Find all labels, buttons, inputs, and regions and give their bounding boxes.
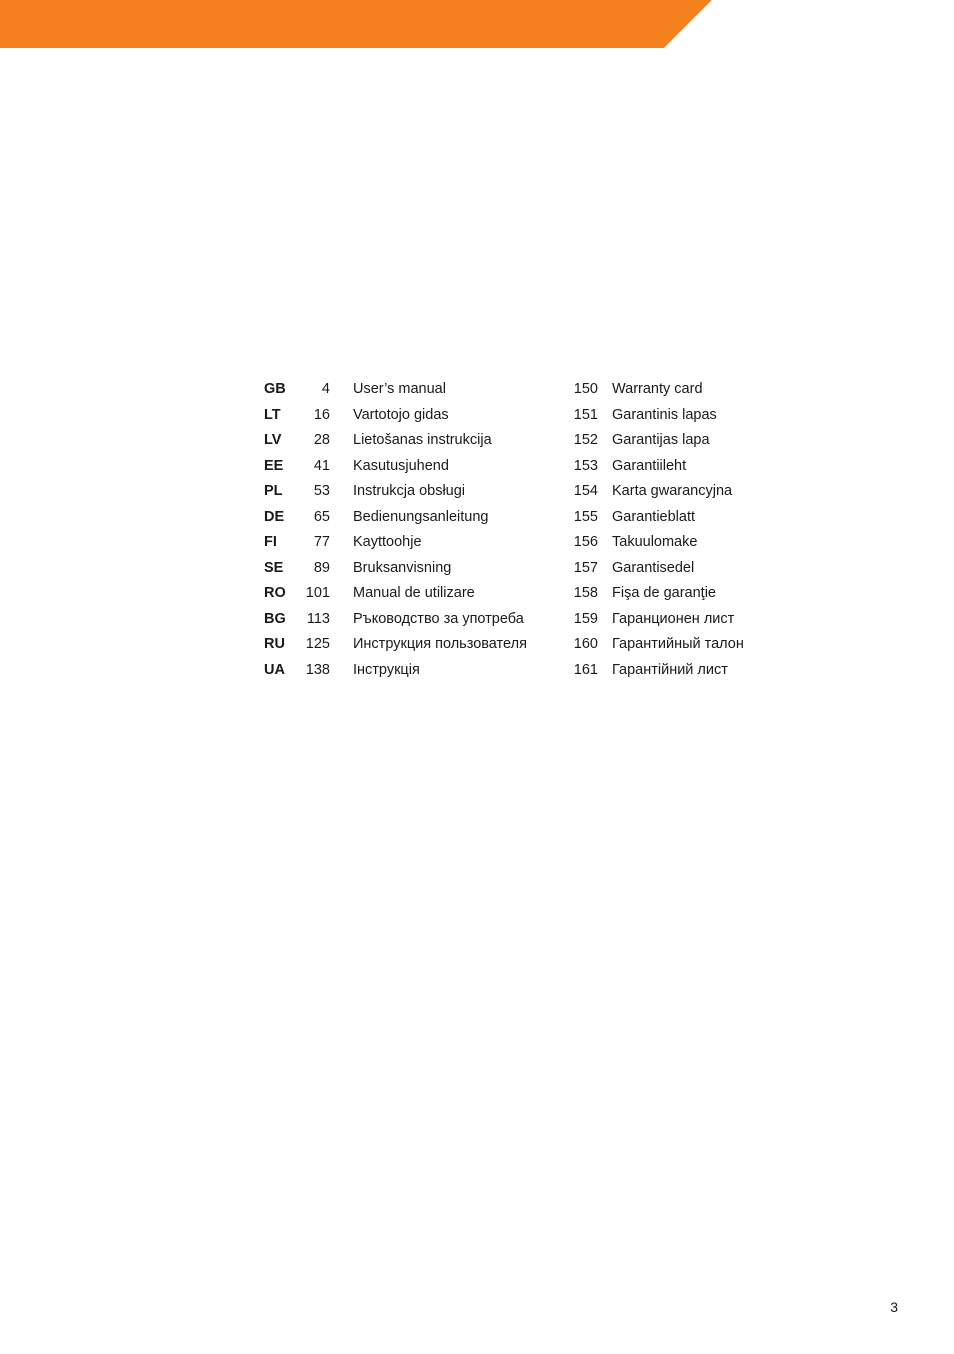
warranty-title: Garantiileht <box>612 457 687 474</box>
warranty-page-number: 161 <box>573 661 598 678</box>
toc-row <box>264 556 764 582</box>
toc-row <box>264 581 764 607</box>
warranty-title: Garantisedel <box>612 559 695 576</box>
language-code: GB <box>264 381 286 397</box>
manual-title: Manual de utilizare <box>353 585 475 601</box>
warranty-title: Garantijas lapa <box>612 432 710 448</box>
toc-row <box>264 428 764 454</box>
header-band <box>0 0 712 48</box>
warranty-page-number: 156 <box>573 534 598 550</box>
warranty-page-number: 150 <box>573 381 598 397</box>
warranty-page-number: 154 <box>573 483 598 499</box>
language-code: RU <box>264 636 285 652</box>
toc-row <box>264 530 764 556</box>
language-code: LT <box>264 406 281 423</box>
manual-page-number: 113 <box>306 610 330 627</box>
manual-title: Инструкция пользователя <box>353 636 527 652</box>
manual-title: Bruksanvisning <box>353 559 452 576</box>
toc-row <box>264 505 764 531</box>
warranty-page-number: 152 <box>573 432 598 448</box>
warranty-title: Warranty card <box>612 381 703 397</box>
warranty-title: Takuulomake <box>612 534 698 550</box>
warranty-title: Fişa de garanţie <box>612 585 716 601</box>
warranty-title: Гарантійний лист <box>612 661 728 678</box>
manual-page-number: 41 <box>313 457 330 474</box>
warranty-title: Garantinis lapas <box>612 406 717 423</box>
toc-row <box>264 632 764 658</box>
manual-page-number: 53 <box>313 483 330 499</box>
manual-title: Kayttoohje <box>353 534 422 550</box>
manual-title: Bedienungsanleitung <box>353 508 489 525</box>
language-code: BG <box>264 610 286 627</box>
manual-page-number: 28 <box>313 432 330 448</box>
language-code: DE <box>264 508 285 525</box>
table-of-contents <box>264 377 764 683</box>
manual-title: Vartotojo gidas <box>353 406 449 423</box>
language-code: LV <box>264 432 282 448</box>
warranty-page-number: 159 <box>573 610 598 627</box>
manual-page-number: 65 <box>313 508 330 525</box>
language-code: RO <box>264 585 286 601</box>
language-code: PL <box>264 483 283 499</box>
warranty-page-number: 151 <box>573 406 598 423</box>
language-code: SE <box>264 559 284 576</box>
manual-page-number: 16 <box>313 406 330 423</box>
warranty-title: Garantieblatt <box>612 508 696 525</box>
manual-title: User’s manual <box>353 381 446 397</box>
manual-title: Lietošanas instrukcija <box>353 432 492 448</box>
manual-page-number: 125 <box>305 636 330 652</box>
language-code: UA <box>264 661 285 678</box>
manual-page-number: 77 <box>313 534 330 550</box>
warranty-page-number: 157 <box>573 559 598 576</box>
warranty-title: Гаранционен лист <box>612 610 735 627</box>
language-code: EE <box>264 457 284 474</box>
toc-row <box>264 607 764 633</box>
toc-row <box>264 454 764 480</box>
manual-page-number: 101 <box>305 585 330 601</box>
language-code: FI <box>264 534 277 550</box>
manual-title: Ръководство за употреба <box>353 610 524 627</box>
warranty-title: Гарантийный талон <box>612 636 744 652</box>
manual-title: Kasutusjuhend <box>353 457 449 474</box>
warranty-page-number: 158 <box>573 585 598 601</box>
header-band-shape <box>0 0 712 48</box>
toc-row <box>264 479 764 505</box>
warranty-page-number: 153 <box>573 457 598 474</box>
manual-title: Інструкція <box>353 661 420 678</box>
toc-row <box>264 403 764 429</box>
manual-page-number: 138 <box>305 661 330 678</box>
manual-title: Instrukcja obsługi <box>353 483 466 499</box>
toc-row <box>264 377 764 403</box>
warranty-page-number: 160 <box>573 636 598 652</box>
toc-row <box>264 658 764 684</box>
manual-page-number: 89 <box>313 559 330 576</box>
warranty-page-number: 155 <box>573 508 598 525</box>
page-number: 3 <box>890 1299 898 1315</box>
manual-page-number: 4 <box>321 381 330 397</box>
warranty-title: Karta gwarancyjna <box>612 483 733 499</box>
